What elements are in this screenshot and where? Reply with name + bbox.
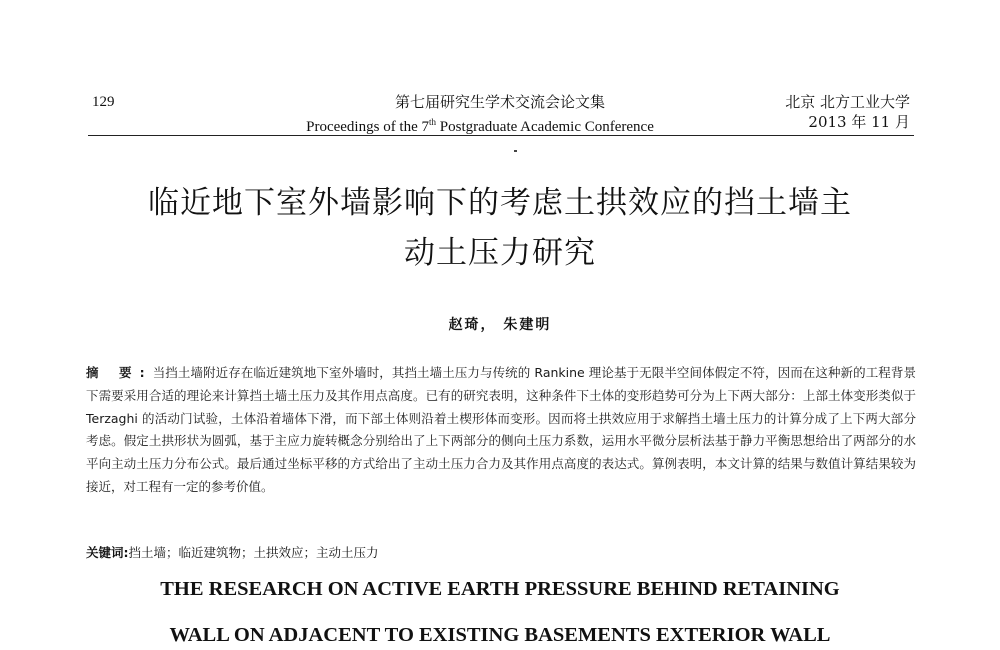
paper-title-line-1: 临近地下室外墙影响下的考虑土拱效应的挡土墙主 (148, 185, 852, 221)
english-title-line-1: THE RESEARCH ON ACTIVE EARTH PRESSURE BEHIND RETAINING (160, 578, 840, 600)
paper-title-line-2: 动土压力研究 (404, 235, 596, 271)
page-number: 129 (92, 94, 115, 110)
header-divider (88, 135, 914, 136)
conference-venue (785, 92, 910, 132)
abstract-label: 摘 要: (86, 365, 153, 380)
conference-location: 北京 北方工业大学 (785, 93, 910, 111)
abstract (86, 362, 916, 499)
conference-title-en: Proceedings of the 7th Postgraduate Academic Conference (306, 117, 654, 135)
keywords (86, 542, 916, 564)
paper-title (80, 178, 920, 278)
conference-title-cn: 第七届研究生学术交流会论文集 (394, 93, 605, 111)
paper-authors: 赵琦， 朱建明 (448, 317, 552, 333)
scan-speck (514, 150, 517, 152)
conference-date: 2013 年 11 月 (808, 113, 910, 131)
keywords-label: 关键词: (86, 545, 129, 560)
english-title-line-2: WALL ON ADJACENT TO EXISTING BASEMENTS EXTERIOR WALL (169, 624, 831, 646)
abstract-text: 当挡土墙附近存在临近建筑地下室外墙时，其挡土墙土压力与传统的 Rankine 理论基于无限半空间体假定不符，因而在这种新的工程背景下需要采用合适的理论来计算挡土墙土压力及其作用点高度。已有的研究表明，这种条件下土体的变形趋势可分为上下两大部分：上部土体变形类似于 Terzaghi 的活动门试验，土体沿着墙体下滑，而下部土体则沿着土楔形体而变形。因而将土拱效应用于求解挡土墙土压力的计算分成了上下两大部分考虑。假定土拱形状为圆弧，基于主应力旋转概念分别给出了上下两部分的侧向土压力系数，运用水平微分层析法基于静力平衡思想给出了两部分的水平向主动土压力分布公式。最后通过坐标平移的方式给出了主动土压力合力及其作用点高度的表达式。算例表明，本文计算的结果与数值计算结果较为接近，对工程有一定的参考价值。 (86, 365, 916, 494)
page-header (88, 88, 912, 138)
keywords-text: 挡土墙；临近建筑物；土拱效应；主动土压力 (128, 545, 379, 560)
